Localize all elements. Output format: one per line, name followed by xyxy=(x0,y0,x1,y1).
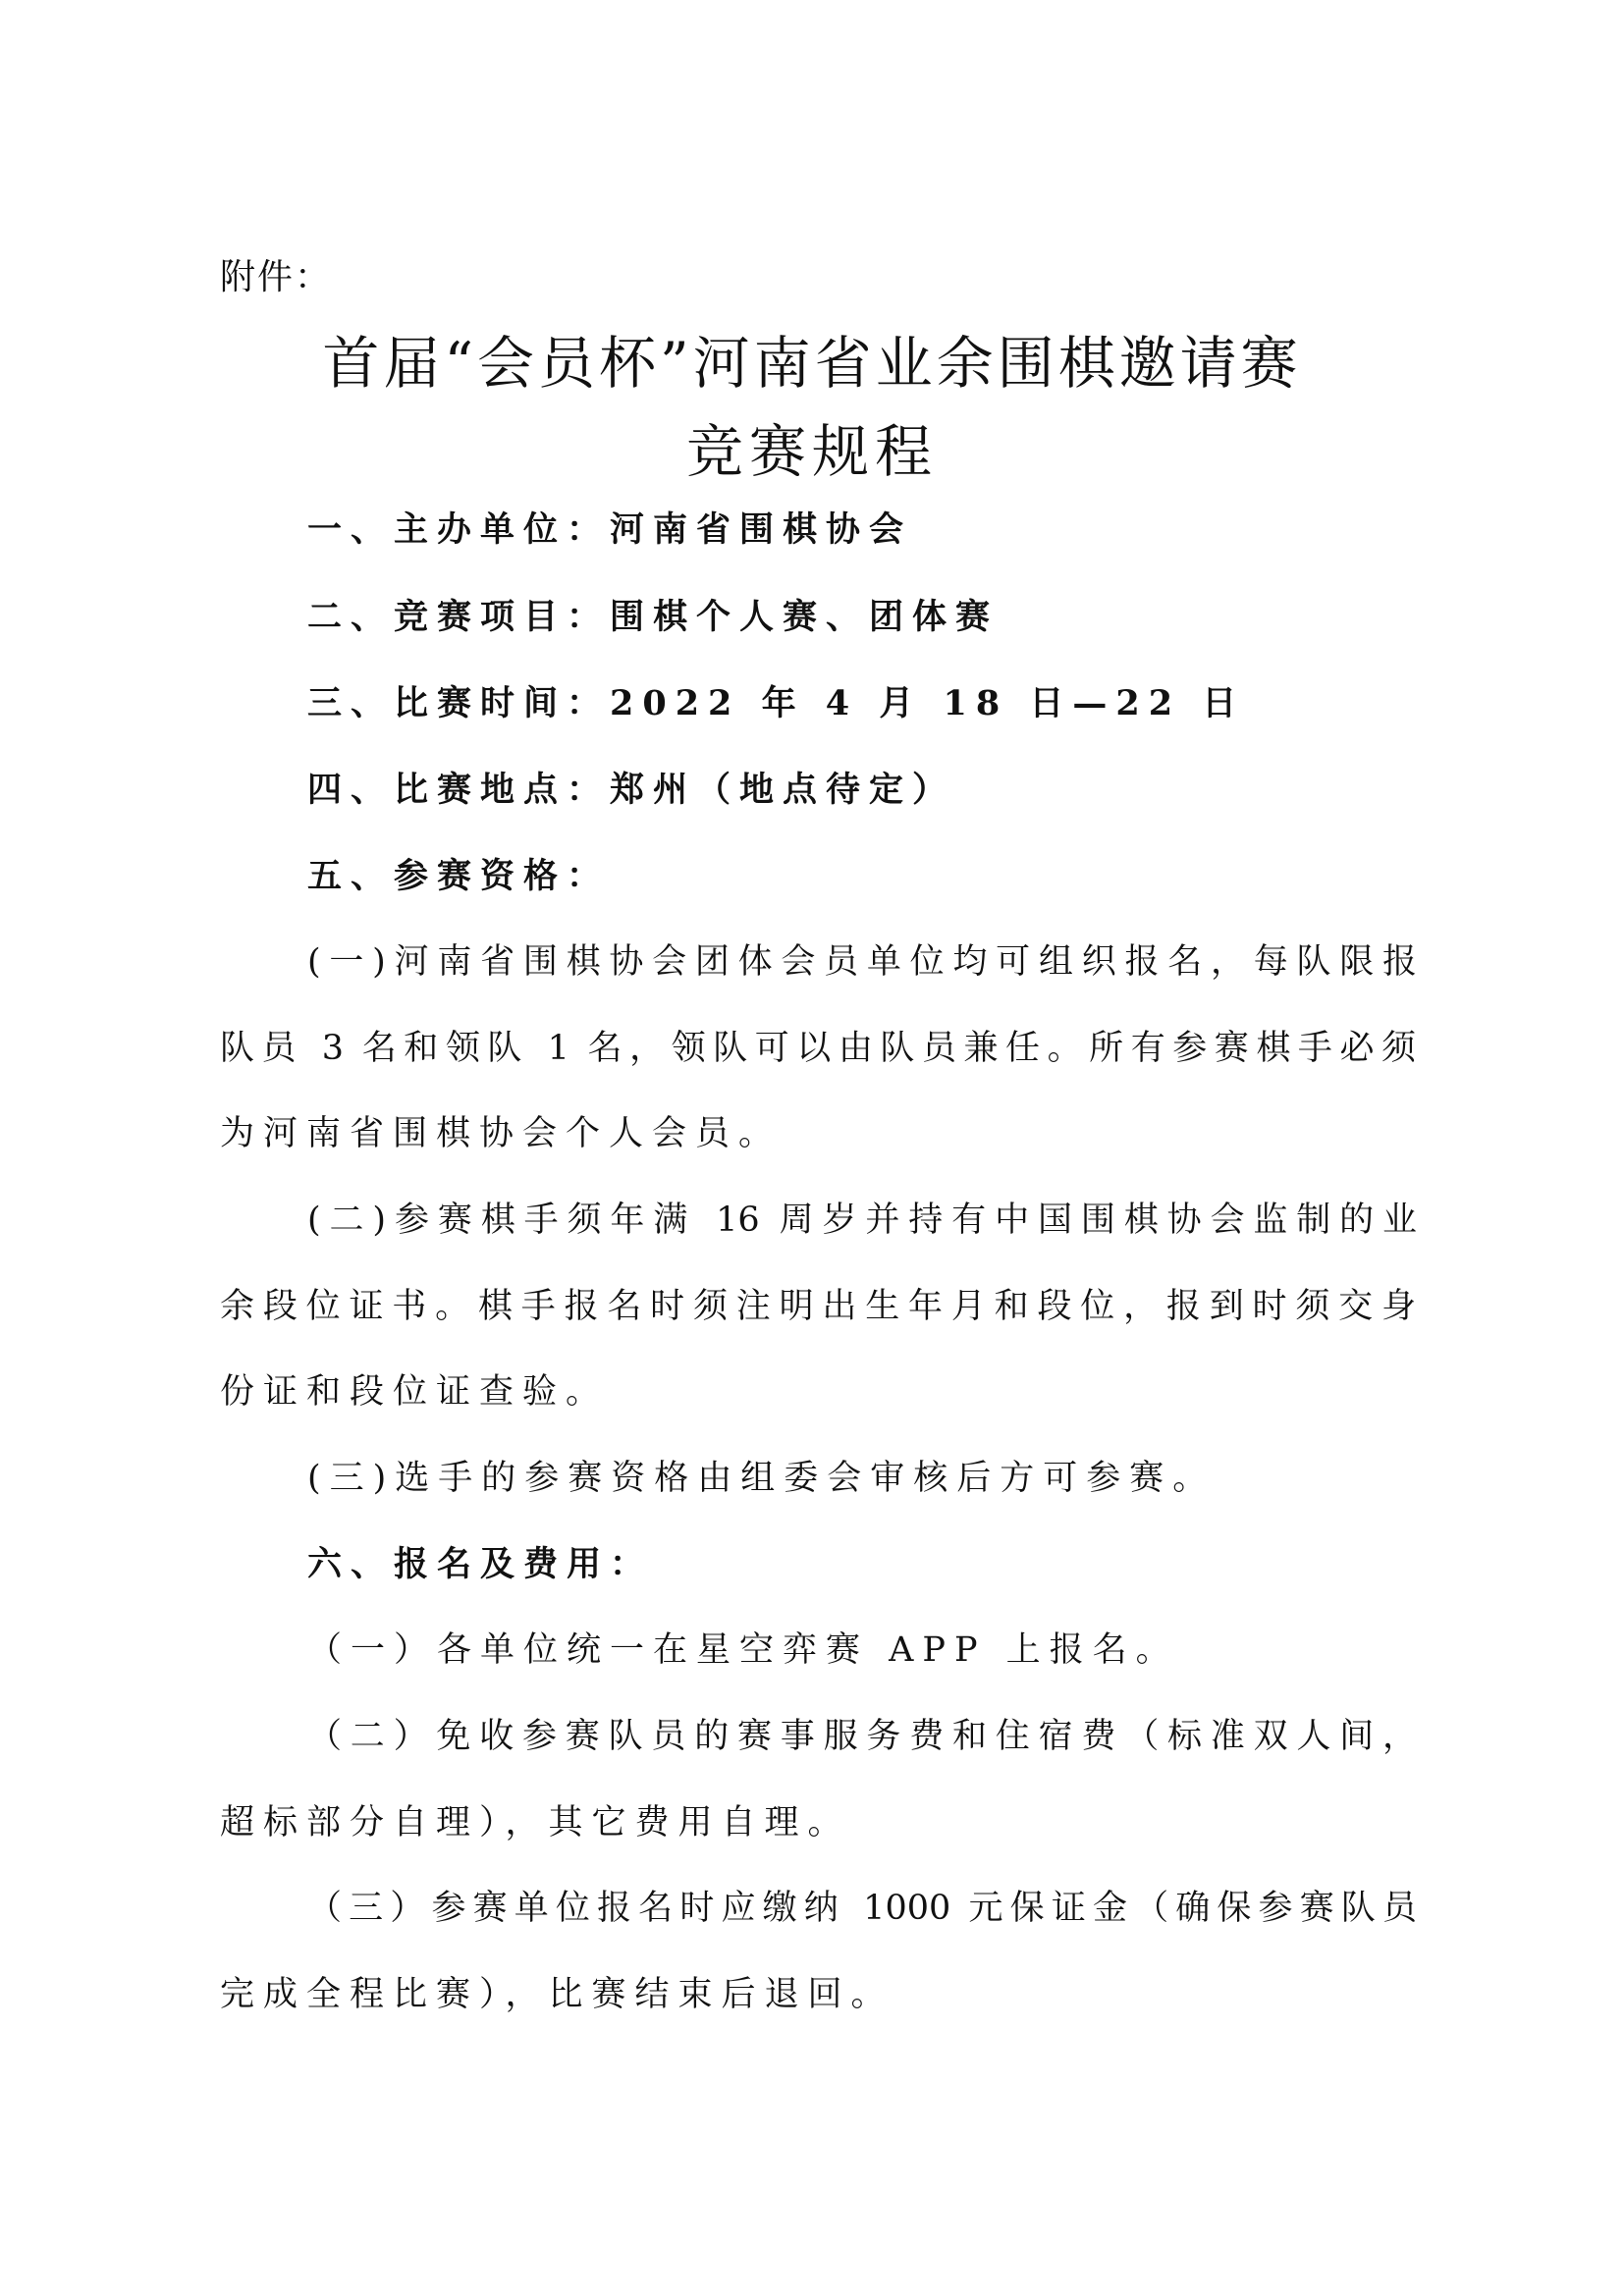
section-events: 二、竞赛项目：围棋个人赛、团体赛 xyxy=(307,597,1000,637)
registration-item-2-line-1: （二）免收参赛队员的赛事服务费和住宿费（标准双人间， xyxy=(307,1717,1417,1756)
section-eligibility-heading: 五、参赛资格： xyxy=(307,856,611,896)
eligibility-item-2-line-2: 余段位证书。棋手报名时须注明出生年月和段位，报到时须交身 xyxy=(220,1287,1416,1326)
registration-item-2-line-2: 超标部分自理），其它费用自理。 xyxy=(220,1803,851,1842)
section-venue: 四、比赛地点：郑州（地点待定） xyxy=(307,770,956,810)
section-registration-heading: 六、报名及费用： xyxy=(307,1544,654,1584)
registration-item-3-line-2: 完成全程比赛），比赛结束后退回。 xyxy=(220,1975,894,2014)
registration-item-3-line-1: （三）参赛单位报名时应缴纳 1000 元保证金（确保参赛队员 xyxy=(307,1889,1417,1928)
section-time: 三、比赛时间：2022 年 4 月 18 日—22 日 xyxy=(307,683,1246,723)
eligibility-item-2-line-1: (二)参赛棋手须年满 16 周岁并持有中国围棋协会监制的业 xyxy=(307,1201,1417,1240)
eligibility-item-1-line-2: 队员 3 名和领队 1 名，领队可以由队员兼任。所有参赛棋手必须 xyxy=(220,1029,1416,1068)
eligibility-item-2-line-3: 份证和段位证查验。 xyxy=(220,1372,610,1412)
section-organizer: 一、主办单位：河南省围棋协会 xyxy=(307,509,913,550)
document-title-line-1: 首届“会员杯”河南省业余围棋邀请赛 xyxy=(322,330,1302,397)
eligibility-item-3: (三)选手的参赛资格由组委会审核后方可参赛。 xyxy=(307,1459,1217,1498)
attachment-label: 附件： xyxy=(220,257,333,297)
document-title-line-2: 竞赛规程 xyxy=(685,418,938,485)
registration-item-1: （一）各单位统一在星空弈赛 APP 上报名。 xyxy=(307,1630,1179,1670)
eligibility-item-1-line-3: 为河南省围棋协会个人会员。 xyxy=(220,1114,783,1153)
eligibility-item-1-line-1: (一)河南省围棋协会团体会员单位均可组织报名，每队限报 xyxy=(307,942,1417,982)
